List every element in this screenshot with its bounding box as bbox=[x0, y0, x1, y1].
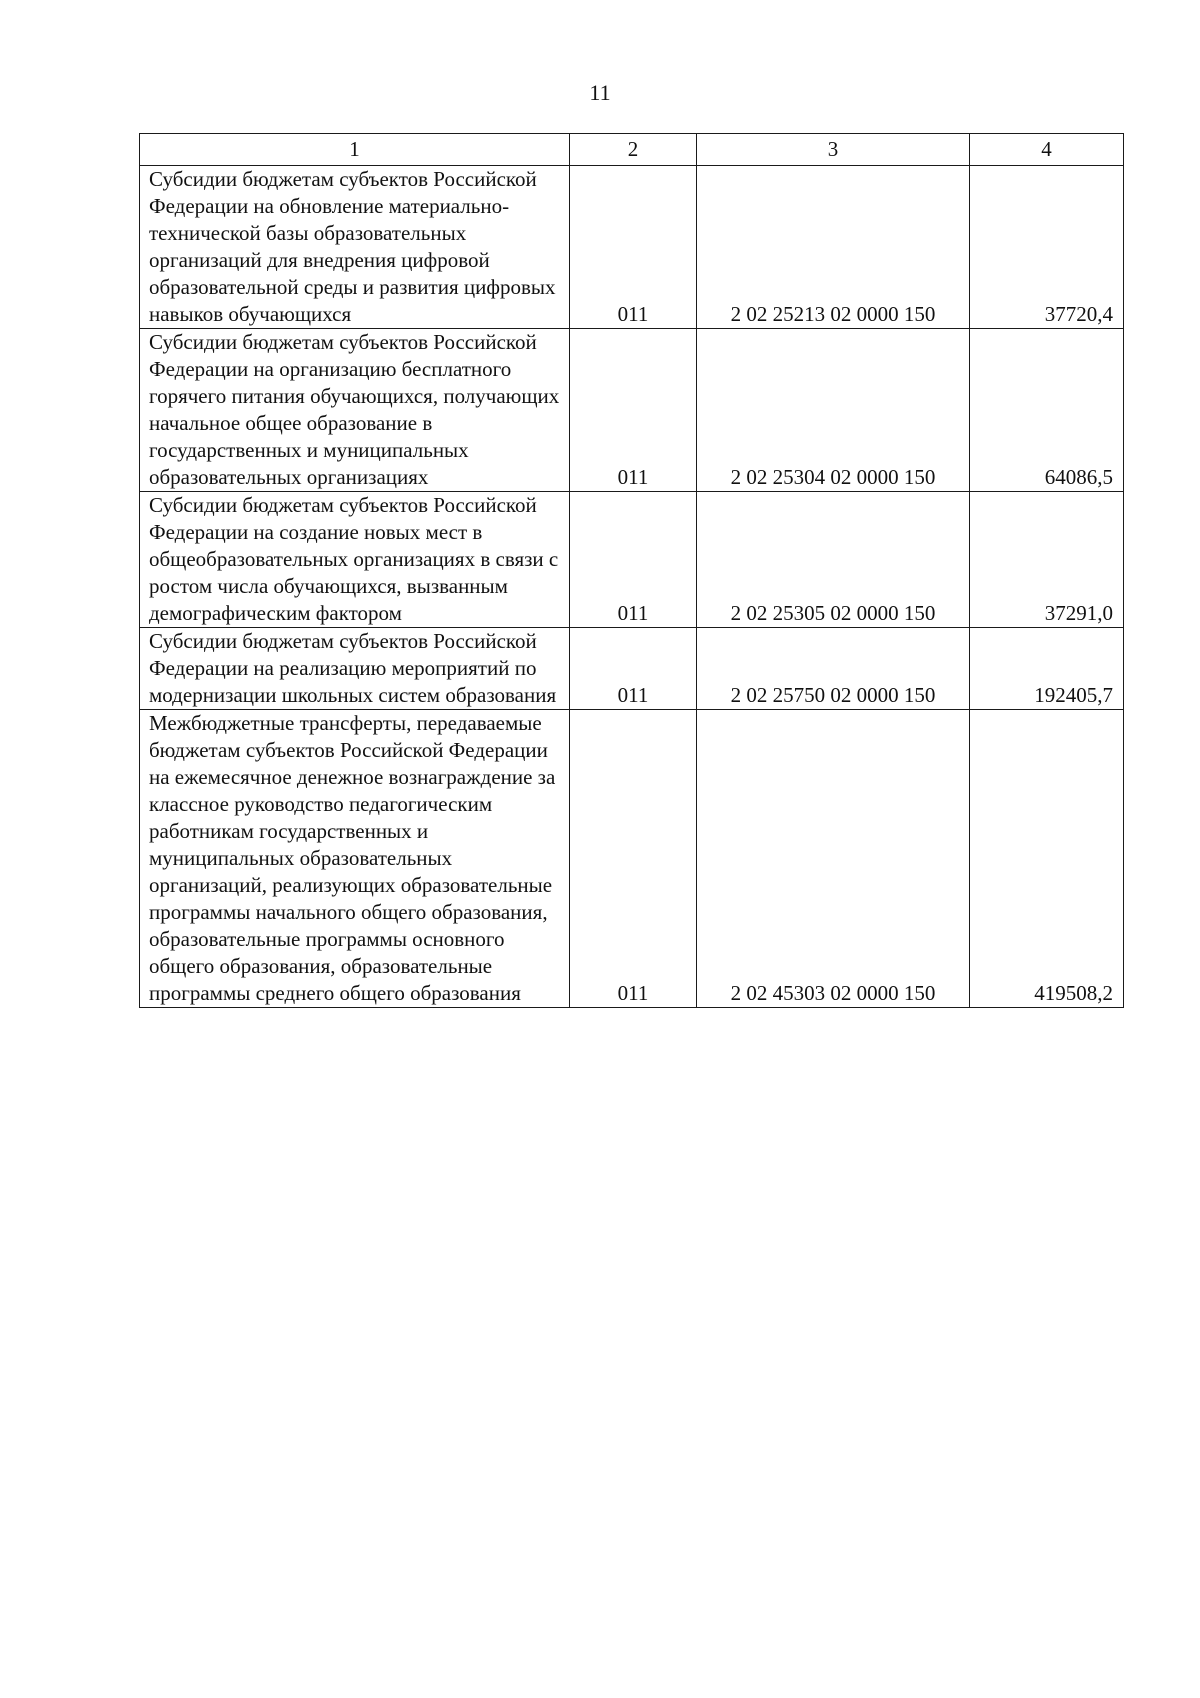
table-row bbox=[140, 329, 1124, 492]
row-budget-code: 2 02 25213 02 0000 150 bbox=[697, 166, 970, 329]
row-budget-code: 2 02 45303 02 0000 150 bbox=[697, 710, 970, 1008]
column-header-2: 2 bbox=[570, 134, 697, 166]
row-budget-code: 2 02 25304 02 0000 150 bbox=[697, 329, 970, 492]
row-name: Субсидии бюджетам субъектов Российской Федерации на организацию бесплатного горячего питания обучающихся, получающих начальное общее образование в государственных и муниципальных образовательных организациях bbox=[140, 329, 570, 492]
row-amount: 37720,4 bbox=[970, 166, 1124, 329]
row-admin-code: 011 bbox=[570, 329, 697, 492]
row-admin-code: 011 bbox=[570, 166, 697, 329]
row-name: Субсидии бюджетам субъектов Российской Федерации на реализацию мероприятий по модернизации школьных систем образования bbox=[140, 628, 570, 710]
row-admin-code: 011 bbox=[570, 628, 697, 710]
table-row bbox=[140, 166, 1124, 329]
row-admin-code: 011 bbox=[570, 492, 697, 628]
row-budget-code: 2 02 25305 02 0000 150 bbox=[697, 492, 970, 628]
table-row bbox=[140, 492, 1124, 628]
row-budget-code: 2 02 25750 02 0000 150 bbox=[697, 628, 970, 710]
row-amount: 192405,7 bbox=[970, 628, 1124, 710]
row-admin-code: 011 bbox=[570, 710, 697, 1008]
column-header-3: 3 bbox=[697, 134, 970, 166]
row-amount: 64086,5 bbox=[970, 329, 1124, 492]
row-name: Субсидии бюджетам субъектов Российской Федерации на создание новых мест в общеобразовательных организациях в связи с ростом числа обучающихся, вызванным демографическим фактором bbox=[140, 492, 570, 628]
column-header-1: 1 bbox=[140, 134, 570, 166]
table-header-row bbox=[140, 134, 1124, 166]
row-amount: 37291,0 bbox=[970, 492, 1124, 628]
row-amount: 419508,2 bbox=[970, 710, 1124, 1008]
page-number: 11 bbox=[589, 80, 611, 105]
row-name: Межбюджетные трансферты, передаваемые бюджетам субъектов Российской Федерации на ежемесячное денежное вознаграждение за классное руководство педагогическим работникам государственных и муниципальных образовательных организаций, реализующих образовательные программы начального общего образования, образовательные программы основного общего образования, образовательные программы среднего общего образования bbox=[140, 710, 570, 1008]
column-header-4: 4 bbox=[970, 134, 1124, 166]
budget-table bbox=[139, 133, 1124, 1008]
row-name: Субсидии бюджетам субъектов Российской Федерации на обновление материально-технической базы образовательных организаций для внедрения цифровой образовательной среды и развития цифровых навыков обучающихся bbox=[140, 166, 570, 329]
table-row bbox=[140, 628, 1124, 710]
table-row bbox=[140, 710, 1124, 1008]
